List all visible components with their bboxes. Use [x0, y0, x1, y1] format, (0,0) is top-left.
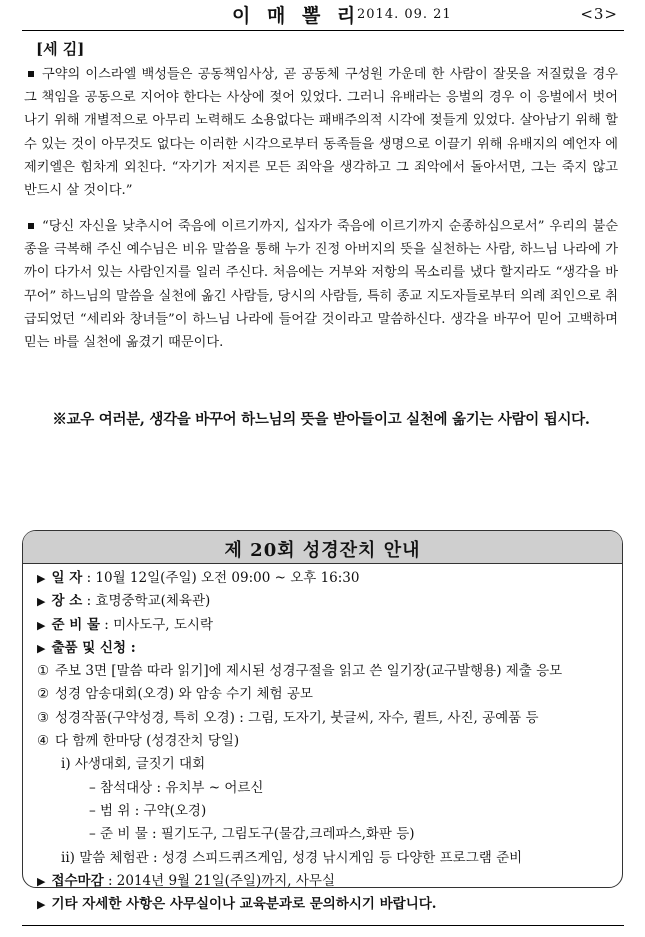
entry-item: ① 주보 3면 [말씀 따라 읽기]에 제시된 성경구절을 읽고 쓴 일기장(교구발행용) 제출 응모 [37, 663, 563, 680]
triangle-bullet-icon: ▶ [37, 595, 46, 609]
entry-item: ③ 성경작품(구약성경, 특히 오경) : 그림, 도자기, 붓글씨, 자수, 퀼트, 사진, 공예품 등 [37, 709, 539, 726]
deadline-label: 접수마감 [51, 872, 104, 889]
sub-event-2: ii) 말씀 체험관 : 성경 스피드퀴즈게임, 성경 낚시게임 등 다양한 프로그램 준비 [61, 849, 523, 866]
square-bullet-icon [28, 223, 34, 229]
entry-item: ④ 다 함께 한마당 (성경잔치 당일) [37, 733, 240, 750]
bulletin-date: 2014. 09. 21 [357, 7, 452, 22]
notice-apply-row [37, 637, 617, 660]
triangle-bullet-icon: ▶ [37, 618, 46, 632]
triangle-bullet-icon: ▶ [37, 874, 46, 888]
notice-header [23, 531, 622, 564]
date-value: : 10월 12일(주일) 오전 09:00 ~ 오후 16:30 [86, 570, 360, 586]
apply-label: 출품 및 신청 : [51, 639, 136, 656]
page-header [22, 0, 624, 31]
triangle-bullet-icon: ▶ [37, 572, 46, 585]
entry-item: ② 성경 암송대회(오경) 와 암송 수기 체험 공모 [37, 686, 313, 703]
sub-event-1-detail: – 준 비 물 : 필기도구, 그림도구(물감,크레파스,화판 등) [89, 826, 415, 843]
bottom-divider [22, 925, 624, 926]
reflection-paragraph-2: “당신 자신을 낮추시어 죽음에 이르기까지, 십자가 죽음에 이르기까지 순종하심으로서” 우리의 불순종을 극복해 주신 예수님은 비유 말씀을 통해 누가 진정 아버지의 뜻을 실천하는 사람, 하느님 나라에 가까이 다가서 있는 사람인지를 일러 주신다. 처음에는 거부와 저항의 목소리를 냈다 할지라도 “생각을 바꾸어” 하느님의 말씀을 실천에 옮긴 사람들, 당시의 사람들, 특히 종교 지도자들로부터 의례 죄인으로 취급되었던 “세리와 창녀들”이 하느님 나라에 들어갈 것이라고 말씀하신다. 생각을 바꾸어 믿어 고백하며 믿는 바를 실천에 옮겼기 때문이다. [24, 219, 618, 351]
sub-event-1-detail: – 참석대상 : 유치부 ~ 어르신 [89, 779, 264, 796]
contact-text: 기타 자세한 사항은 사무실이나 교육분과로 문의하시기 바랍니다. [51, 896, 437, 913]
notice-body [37, 567, 617, 916]
reflection-paragraph-1: 구약의 이스라엘 백성들은 공동책임사상, 곧 공동체 구성원 가운데 한 사람이 잘못을 저질렀을 경우 그 책임을 공동으로 지어야 한다는 사상에 젖어 있었다. 그러니 유배라는 응벌의 경우 이 응벌에서 벗어나기 위해 개별적으로 아무리 노력해도 소용없다는 패배주의적 시각에 젖들게 있었다. 살아남기 위해 할 수 있는 것이 아무것도 없다는 이러한 시각으로부터 동족들을 생명으로 이끌기 위해 유배지의 예언자 에제키엘은 힘차게 외친다. “자기가 저지른 모든 죄악을 생각하고 그 죄악에서 돌아서면, 그는 죽지 않고 반드시 살 것이다.” [24, 67, 618, 199]
bible-festival-notice [22, 530, 623, 913]
notice-title: 제 20회 성경잔치 안내 [224, 540, 421, 561]
square-bullet-icon [28, 71, 34, 77]
notice-deadline-row [37, 870, 617, 893]
triangle-bullet-icon: ▶ [37, 898, 46, 912]
items-value: : 미사도구, 도시락 [104, 616, 214, 633]
triangle-bullet-icon: ▶ [37, 641, 46, 655]
place-value: : 효명중학교(체육관) [86, 593, 211, 610]
exhortation-callout: ※교우 여러분, 생각을 바꾸어 하느님의 뜻을 받아들이고 실천에 옮기는 사람이 됩시다. [52, 411, 590, 428]
bulletin-title: 이 매 뽈 리 [232, 5, 361, 27]
notice-place-row [37, 590, 617, 613]
sub-event-1-title: i) 사생대회, 글짓기 대회 [61, 756, 206, 773]
notice-date-row [37, 567, 617, 590]
section-title: [세 김] [36, 40, 85, 58]
notice-contact-row [37, 893, 617, 916]
place-label: 장 소 [51, 593, 83, 610]
date-label: 일 자 [51, 570, 83, 586]
sub-event-1-detail: – 범 위 : 구약(오경) [89, 802, 207, 819]
page-number: <3> [580, 5, 618, 23]
notice-items-row [37, 614, 617, 637]
deadline-value: : 2014년 9월 21일(주일)까지, 사무실 [107, 872, 336, 889]
items-label: 준 비 물 [51, 616, 100, 633]
